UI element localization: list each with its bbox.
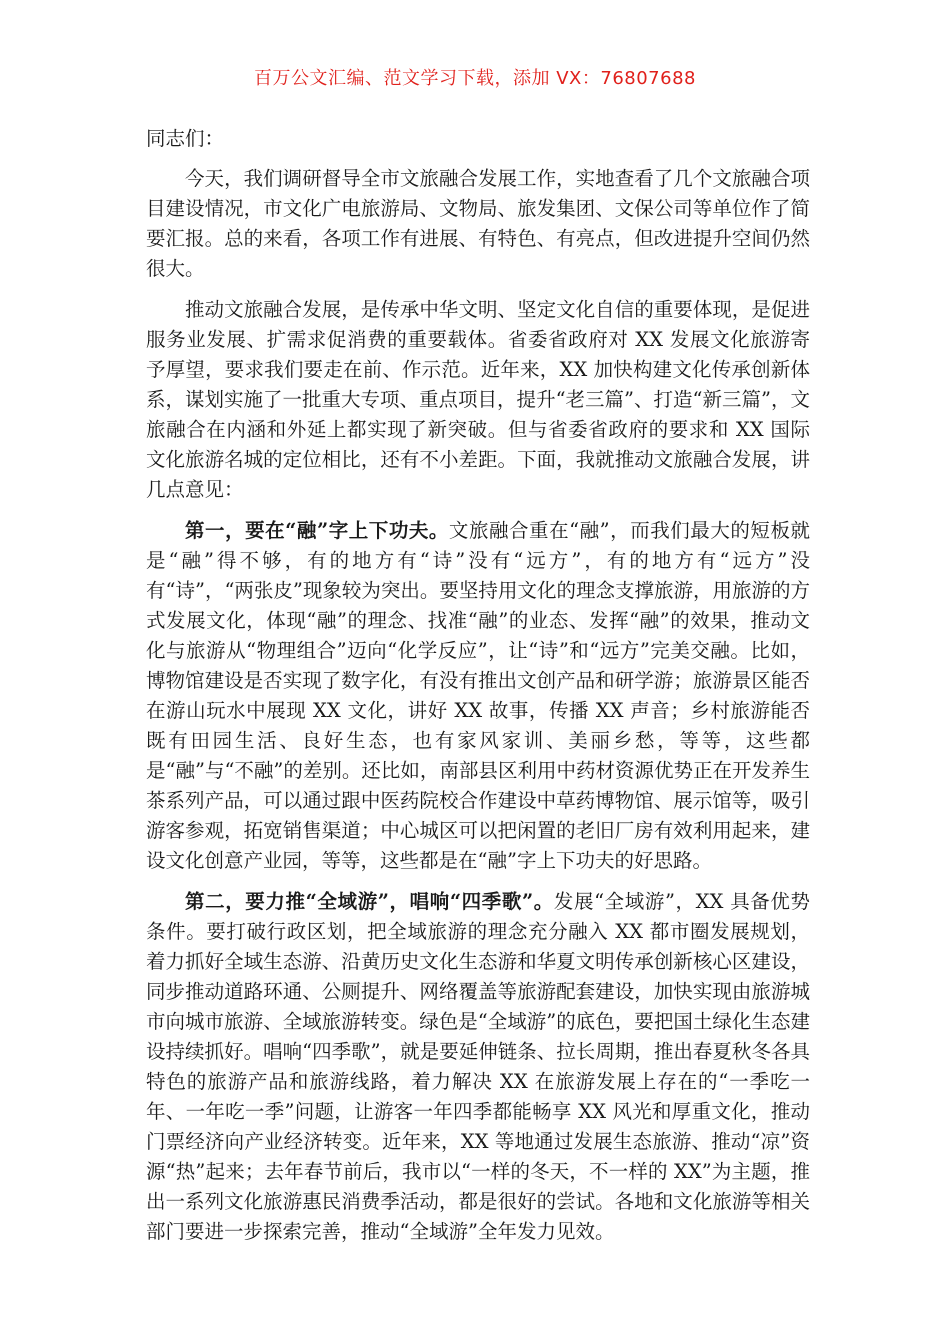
point-heading: 第一，要在“融”字上下功夫。 [185, 519, 449, 542]
salutation: 同志们： [146, 127, 225, 150]
paragraph-text: 今天，我们调研督导全市文旅融合发展工作，实地查看了几个文旅融合项目建设情况，市文化广电旅游局、文物局、旅发集团、文保公司等单位作了简要汇报。总的来看，各项工作有进展、有特色、有亮点，但改进提升空间仍然很大。 [146, 167, 810, 280]
download-banner: 百万公文汇编、范文学习下载，添加 VX：76807688 [254, 68, 696, 89]
paragraph-point-two [146, 887, 810, 1247]
paragraph-intro [146, 164, 810, 284]
paragraph-point-one [146, 516, 810, 876]
paragraph-text: 推动文旅融合发展，是传承中华文明、坚定文化自信的重要体现，是促进服务业发展、扩需求促消费的重要载体。省委省政府对 XX 发展文化旅游寄予厚望，要求我们要走在前、作示范。近年来，XX 加快构建文化传承创新体系，谋划实施了一批重大专项、重点项目，提升“老三篇”、打造“新三篇”，文旅融合在内涵和外延上都实现了新突破。但与省委省政府的要求和 XX 国际文化旅游名城的定位相比，还有不小差距。下面，我就推动文旅融合发展，讲几点意见： [146, 298, 810, 501]
speech-document [146, 124, 810, 1258]
point-heading: 第二，要力推“全域游”，唱响“四季歌”。 [185, 890, 554, 913]
paragraph-text: 发展“全域游”，XX 具备优势条件。要打破行政区划，把全域旅游的理念充分融入 XX 都市圈发展规划，着力抓好全域生态游、沿黄历史文化生态游和华夏文明传承创新核心区建设，同步推动道路环通、公厕提升、网络覆盖等旅游配套建设，加快实现由旅游城市向城市旅游、全域旅游转变。绿色是“全域游”的底色，要把国土绿化生态建设持续抓好。唱响“四季歌”，就是要延伸链条、拉长周期，推出春夏秋冬各具特色的旅游产品和旅游线路，着力解决 XX 在旅游发展上存在的“一季吃一年、一年吃一季”问题，让游客一年四季都能畅享 XX 风光和厚重文化，推动门票经济向产业经济转变。近年来，XX 等地通过发展生态旅游、推动“凉”资源“热”起来；去年春节前后，我市以“一样的冬天，不一样的 XX”为主题，推出一系列文化旅游惠民消费季活动，都是很好的尝试。各地和文化旅游等相关部门要进一步探索完善，推动“全域游”全年发力见效。 [146, 890, 810, 1243]
paragraph-background [146, 295, 810, 505]
paragraph-text: 文旅融合重在“融”，而我们最大的短板就是“融”得不够，有的地方有“诗”没有“远方”，有的地方有“远方”没有“诗”，“两张皮”现象较为突出。要坚持用文化的理念支撑旅游，用旅游的方式发展文化，体现“融”的理念、找准“融”的业态、发挥“融”的效果，推动文化与旅游从“物理组合”迈向“化学反应”，让“诗”和“远方”完美交融。比如，博物馆建设是否实现了数字化，有没有推出文创产品和研学游；旅游景区能否在游山玩水中展现 XX 文化，讲好 XX 故事，传播 XX 声音；乡村旅游能否既有田园生活、良好生态，也有家风家训、美丽乡愁，等等，这些都是“融”与“不融”的差别。还比如，南部县区利用中药材资源优势正在开发养生茶系列产品，可以通过跟中医药院校合作建设中草药博物馆、展示馆等，吸引游客参观，拓宽销售渠道；中心城区可以把闲置的老旧厂房有效利用起来，建设文化创意产业园，等等，这些都是在“融”字上下功夫的好思路。 [146, 519, 810, 872]
